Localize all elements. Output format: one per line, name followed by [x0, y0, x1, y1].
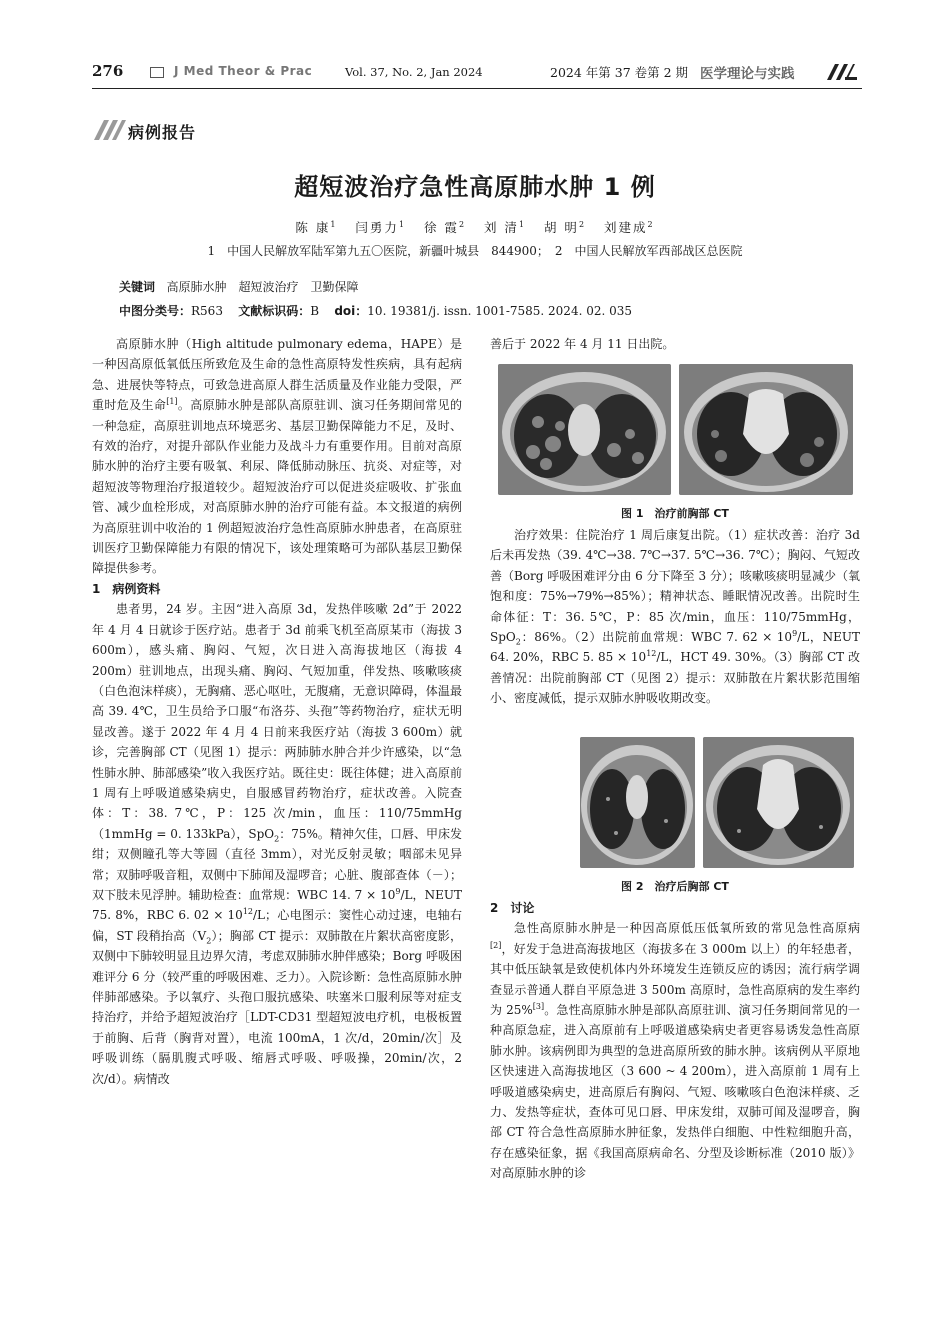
book-icon [150, 67, 164, 78]
author: 胡 明 [543, 220, 579, 235]
volume-en: Vol. 37, No. 2, Jan 2024 [345, 65, 483, 79]
keywords [119, 278, 358, 295]
right-column-bottom [490, 898, 860, 1184]
affiliations: 1 中国人民解放军陆军第九五〇医院，新疆叶城县 844900； 2 中国人民解放军西部战区总医院 [207, 244, 743, 258]
header-rule [92, 88, 862, 89]
volume-cn: 2024 年第 37 卷第 2 期 [550, 65, 689, 80]
author: 闫勇力 [355, 220, 399, 235]
journal-name-cn: 医学理论与实践 [700, 66, 795, 82]
ct-image-before-1 [498, 364, 671, 495]
author-list: 陈 康$^1$ 闫勇力$^1$ 徐 霞$^2$ 刘 清$^1$ 胡 明$^2$ 刘建成$^2$ [295, 219, 655, 235]
author: 陈 康 [295, 220, 331, 235]
page-number: 276 [92, 62, 124, 80]
author: 徐 霞 [423, 220, 459, 235]
heading-discussion: 2 讨论 [490, 901, 535, 915]
author: 刘 清 [483, 220, 519, 235]
ct-image-before-2 [679, 364, 853, 495]
article-title: 超短波治疗急性高原肺水肿 1 例 [294, 173, 656, 201]
heading-case-data: 1 病例资料 [92, 581, 161, 596]
section-label-text: 病例报告 [128, 123, 197, 142]
continued-paragraph: 善后于 2022 年 4 月 11 日出院。 [490, 337, 675, 351]
journal-logo-icon [825, 62, 859, 85]
journal-name-en: J Med Theor & Prac [174, 64, 313, 78]
author: 刘建成 [603, 220, 648, 235]
keywords-value: 高原肺水肿 超短波治疗 卫勤保障 [166, 280, 359, 294]
right-column-top [490, 334, 860, 354]
left-column [92, 334, 462, 1089]
figure-1-caption: 图 1 治疗前胸部 CT [621, 507, 729, 520]
discussion-paragraph: 急性高原肺水肿是一种因高原低压低氧所致的常见急性高原病[2]，好发于急进高海拔地区（海拔多在 3 000m 以上）的年轻患者，其中低压缺氧是致使机体内外环境发生连锁反应的诱因；流行病学调查显示普通人群自平原急进 3 500m 高原时，急性高原病的发生率约为 25%[3]。急性高原肺水肿是部队高原驻训、演习任务期间常见的一种高原急症，进入高原前有上呼吸道感染病史者更容易诱发急性高原肺水肿。该病例即为典型的急进高原所致的肺水肿。该病例从平原地区快速进入高海拔地区（3 600 ~ 4 200m），进入高原前 1 周有上呼吸道感染病史，进高原后有胸闷、气短、咳嗽咳白色泡沫样痰、乏力、发热等症状，查体可见口唇、甲床发绀，双肺可闻及湿啰音，胸部 CT 符合急性高原肺水肿征象，发热伴白细胞、中性粒细胞升高，存在感染征象，据《我国高原病命名、分型及诊断标准（2010 版）》对高原肺水肿的诊 [490, 921, 860, 1181]
ct-image-after-1 [580, 737, 695, 868]
keywords-label: 关键词 [119, 280, 156, 294]
intro-paragraph: 高原肺水肿（High altitude pulmonary edema，HAPE）是一种因高原低氧低压所致危及生命的急性高原特发性疾病，具有起病急、进展快等特点，可致急进高原人群生活质量及作业能力受限，严重时危及生命[1]。高原肺水肿是部队高原驻训、演习任务期间常见的一种急症，高原驻训地点环境恶劣、基层卫勤保障能力不足，及时、有效的治疗，对提升部队作业能力及战斗力有重要作用。目前对高原肺水肿的治疗主要有吸氧、利尿、降低肺动脉压、抗炎、对症等，对超短波等物理治疗报道较少。超短波治疗可以促进炎症吸收、扩张血管、减少血栓形成，对高原肺水肿的治疗可能有益。本文报道的病例为高原驻训中收治的 1 例超短波治疗急性高原肺水肿患者，在高原驻训医疗卫勤保障能力有限的情况下，该处理策略可为部队基层卫勤保障提供参考。 [92, 337, 462, 576]
effect-paragraph: 治疗效果：住院治疗 1 周后康复出院。（1）症状改善：治疗 3d 后未再发热（39. 4℃→38. 7℃→37. 5℃→36. 7℃）；胸闷、气短改善（Borg 呼吸困难评分由 6 分下降至 3 分）；咳嗽咳痰明显减少（氧饱和度：75%→79%→85%）；精神状态、睡眠情况改善。出院时生命体征：T：36. 5℃，P：85 次/min，血压：110/75mmHg，SpO$_2$：86%。（2）出院前血常规：WBC 7. $62 \times 10^9/L$，NEUT 64. 20%，RBC 5. $85 \times 10^{12}/L$，HCT 49. 30%。（3）胸部 CT 改善情况：出院前胸部 CT（见图 2）提示：双肺散在片絮状影范围缩小、密度减低，提示双肺水肿吸收期改变。 [490, 528, 860, 706]
case-paragraph: 患者男，24 岁。主因“进入高原 3d，发热伴咳嗽 2d”于 2022 年 4 月 4 日就诊于医疗站。患者于 3d 前乘飞机至高原某市（海拔 3 600m），感头痛、胸闷、气短，次日进入高海拔地区（海拔 4 200m）驻训地点，出现头痛、胸闷、气短加重，伴发热、咳嗽咳痰（白色泡沫样痰），无胸痛、恶心呕吐，无腹痛，无意识障碍，体温最高 39. 4℃，卫生员给予口服“布洛芬、头孢”等药物治疗，症状无明显改善。遂于 2022 年 4 月 4 日前来我医疗站（海拔 3 600m）就诊，完善胸部 CT（见图 1）提示：两肺肺水肿合并少许感染，以“急性肺水肿、肺部感染”收入我医疗站。既往史：既往体健；进入高原前 1 周有上呼吸道感染病史，自服感冒药物治疗，症状改善。入院查体：T：38. 7℃，P：125 次/min，血压：110/75mmHg（1mmHg = 0. 133kPa），SpO$_2$：75%。精神欠佳，口唇、甲床发绀；双侧瞳孔等大等圆（直径 3mm），对光反射灵敏；咽部未见异常；双肺呼吸音粗，双侧中下肺闻及湿啰音；心脏、腹部查体（－）；双下肢未见浮肿。辅助检查：血常规：WBC 14. $7 \times 10^9/L$，NEUT 75. 8%，RBC 6. $02 \times 10^{12}/L$；心电图示：窦性心动过速，电轴右偏，ST 段稍抬高$(V_2)$；胸部 CT 提示：双肺散在片絮状高密度影，双侧中下肺较明显且边界欠清，考虑双肺肺水肿伴感染；Borg 呼吸困难评分 6 分（较严重的呼吸困难、乏力）。入院诊断：急性高原肺水肿伴肺部感染。予以氧疗、头孢口服抗感染、呋塞米口服利尿等对症支持治疗，并给予超短波治疗［LDT-CD31 型超短波电疗机，电极板置于前胸、后背（胸背对置），电流 100mA，1 次/d，20min/次］及呼吸训练（膈肌腹式呼吸、缩唇式呼吸、呼吸操，20min/次，2 次/d）。病情改 [92, 602, 463, 1086]
classification: 中图分类号：R563 文献标识码：B doi：10. 19381/j. issn. 1001-7585. 2024. 02. 035 [119, 304, 633, 318]
running-header [92, 62, 862, 84]
doi: 10. 19381/j. issn. 1001-7585. 2024. 02. 035 [367, 304, 633, 318]
section-stripes-icon [92, 118, 126, 142]
right-column-mid [490, 525, 860, 709]
ct-image-after-2 [703, 737, 854, 868]
figure-2-caption: 图 2 治疗后胸部 CT [621, 880, 729, 893]
